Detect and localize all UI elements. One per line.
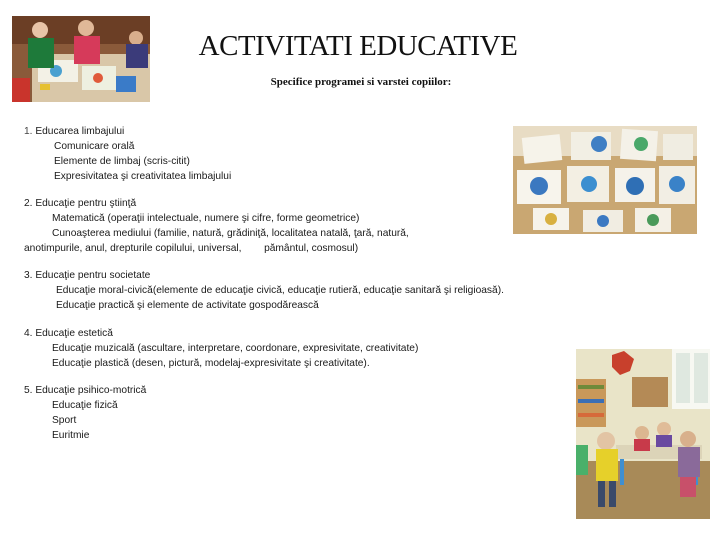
- children-drawing-photo: [12, 16, 150, 102]
- list-item: Educaţie fizică: [52, 400, 118, 411]
- list-item-continuation: anotimpurile, anul, drepturile copilului, universal, pământul, cosmosul): [24, 243, 359, 254]
- section-heading: [24, 383, 564, 398]
- section-title: Educaţie estetică: [35, 328, 113, 339]
- section-title: Educaţie psihico-motrică: [35, 385, 147, 396]
- section-number: 1.: [24, 126, 33, 137]
- list-item: Matematică (operaţii intelectuale, numere şi cifre, forme geometrice): [52, 213, 360, 224]
- section-heading: [24, 196, 564, 211]
- list-item: Comunicare orală: [54, 141, 135, 152]
- section-number: 4.: [24, 328, 33, 339]
- section-language: [24, 124, 564, 184]
- classroom-children-photo: [576, 349, 710, 519]
- page-title: ACTIVITATI EDUCATIVE: [198, 30, 518, 62]
- section-number: 2.: [24, 198, 33, 209]
- section-title: Educaţie pentru ştiinţă: [35, 198, 137, 209]
- section-title: Educaţie pentru societate: [35, 270, 151, 281]
- section-society: [24, 268, 564, 313]
- list-item: Educaţie muzicală (ascultare, interpretare, coordonare, expresivitate, creativitate): [52, 343, 419, 354]
- section-heading: [24, 326, 564, 341]
- section-number: 5.: [24, 385, 33, 396]
- list-item: Sport: [52, 415, 77, 426]
- section-psychomotor: [24, 383, 564, 443]
- section-heading: [24, 124, 564, 139]
- drawings-board-photo: [513, 126, 697, 234]
- list-item: Educaţie plastică (desen, pictură, modelaj-expresivitate şi creativitate).: [52, 358, 370, 369]
- section-number: 3.: [24, 270, 33, 281]
- list-item: Expresivitatea şi creativitatea limbajului: [54, 171, 232, 182]
- page-subtitle: Specifice programei si varstei copiilor:: [270, 76, 452, 88]
- activities-list: [24, 124, 564, 455]
- list-item: Educaţie practică şi elemente de activitate gospodărească: [56, 300, 319, 311]
- list-item: Elemente de limbaj (scris-citit): [54, 156, 190, 167]
- section-science: [24, 196, 564, 256]
- section-title: Educarea limbajului: [35, 126, 125, 137]
- list-item: Euritmie: [52, 430, 90, 441]
- list-item: Educaţie moral-civică(elemente de educaţie civică, educaţie rutieră, educaţie sanitară şi religioasă).: [56, 285, 504, 296]
- list-item: Cunoaşterea mediului (familie, natură, grădiniţă, localitatea natală, ţară, natură,: [52, 228, 409, 239]
- section-heading: [24, 268, 564, 283]
- section-aesthetic: [24, 326, 564, 371]
